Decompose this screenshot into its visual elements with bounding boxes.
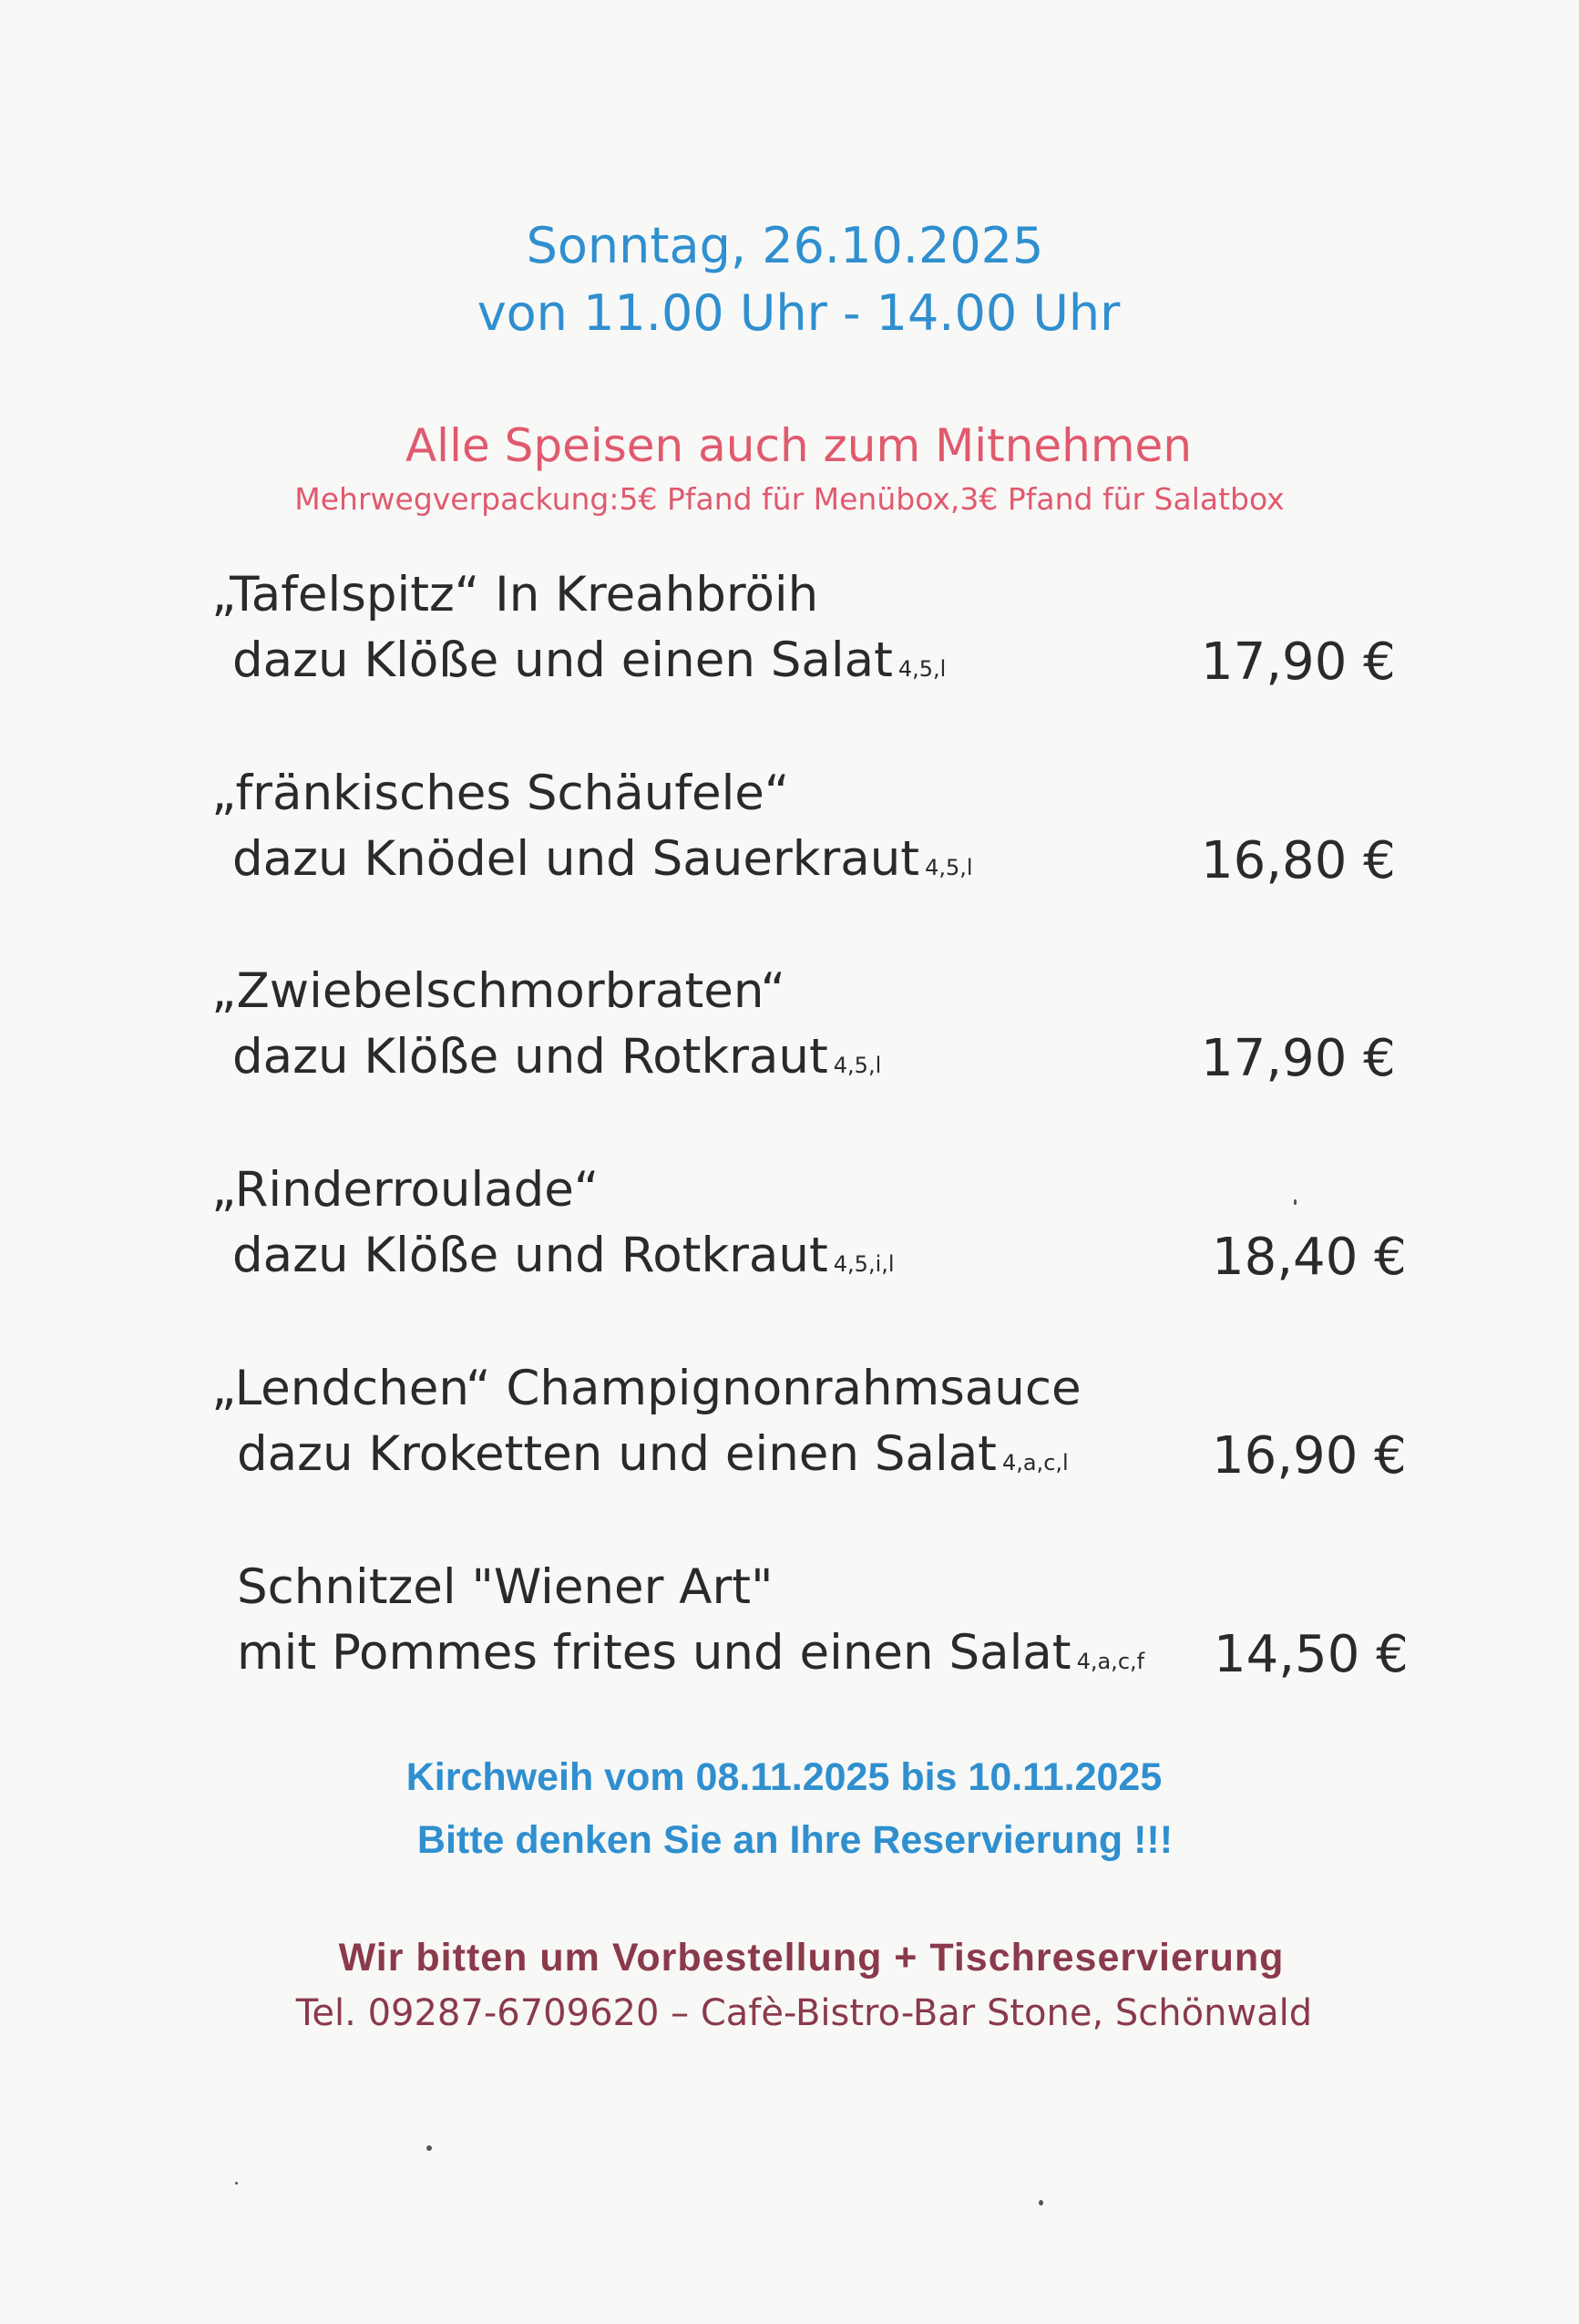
paper-speck <box>235 2182 238 2185</box>
dish-side <box>232 1228 895 1283</box>
dish-side-text: dazu Klöße und Rotkraut <box>232 1228 828 1283</box>
dish-side-text: dazu Klöße und einen Salat <box>232 632 893 688</box>
dish-price: 17,90 € <box>1201 632 1396 692</box>
dish-price: 14,50 € <box>1214 1625 1409 1684</box>
dish-name: „Lendchen“ Champignonrahmsauce <box>211 1361 1082 1416</box>
paper-speck <box>426 2145 432 2151</box>
dish-side <box>232 632 946 688</box>
menu-item <box>0 1361 1579 1506</box>
packaging-note: Mehrwegverpackung:5€ Pfand für Menübox,3€ Pfand für Salatbox <box>294 481 1285 517</box>
dish-side-text: mit Pommes frites und einen Salat <box>237 1625 1071 1681</box>
dish-price: 18,40 € <box>1212 1228 1407 1287</box>
dish-name: „Tafelspitz“ In Kreahbröih <box>211 567 819 622</box>
kirchweih-notice: Kirchweih vom 08.11.2025 bis 10.11.2025 <box>405 1755 1163 1799</box>
allergen-codes: 4,5,l <box>897 656 947 682</box>
menu-item <box>0 567 1579 713</box>
allergen-codes: 4,5,i,l <box>833 1251 895 1277</box>
menu-item <box>0 1559 1579 1705</box>
dish-price: 17,90 € <box>1201 1029 1396 1088</box>
dish-side-text: dazu Kroketten und einen Salat <box>237 1426 997 1482</box>
allergen-codes: 4,5,l <box>833 1053 882 1078</box>
allergen-codes: 4,5,l <box>925 855 973 880</box>
dish-side <box>237 1625 1144 1681</box>
menu-item <box>0 963 1579 1109</box>
allergen-codes: 4,a,c,f <box>1076 1649 1145 1674</box>
dish-side-text: dazu Knödel und Sauerkraut <box>232 831 920 887</box>
allergen-codes: 4,a,c,l <box>1001 1450 1069 1476</box>
dish-name: „Zwiebelschmorbraten“ <box>211 963 786 1019</box>
dish-price: 16,90 € <box>1212 1426 1407 1486</box>
dish-name: „Rinderroulade“ <box>211 1162 600 1218</box>
dish-side <box>237 1426 1069 1482</box>
event-time: von 11.00 Uhr - 14.00 Uhr <box>477 284 1121 342</box>
paper-speck <box>1294 1199 1297 1205</box>
dish-name: „fränkisches Schäufele“ <box>211 766 790 821</box>
dish-side-text: dazu Klöße und Rotkraut <box>232 1029 828 1085</box>
dish-side <box>232 831 973 887</box>
menu-item <box>0 766 1579 911</box>
contact-line: Tel. 09287-6709620 – Cafè-Bistro-Bar Stone, Schönwald <box>295 1992 1313 2034</box>
event-date: Sonntag, 26.10.2025 <box>526 217 1044 274</box>
dish-price: 16,80 € <box>1201 831 1396 890</box>
preorder-request: Wir bitten um Vorbestellung + Tischreservierung <box>338 1936 1285 1980</box>
dish-name: Schnitzel "Wiener Art" <box>237 1559 774 1615</box>
reservation-reminder: Bitte denken Sie an Ihre Reservierung !!! <box>416 1818 1174 1862</box>
takeaway-title: Alle Speisen auch zum Mitnehmen <box>405 419 1193 472</box>
paper-speck <box>1039 2200 1043 2206</box>
menu-item <box>0 1162 1579 1308</box>
dish-side <box>232 1029 881 1085</box>
